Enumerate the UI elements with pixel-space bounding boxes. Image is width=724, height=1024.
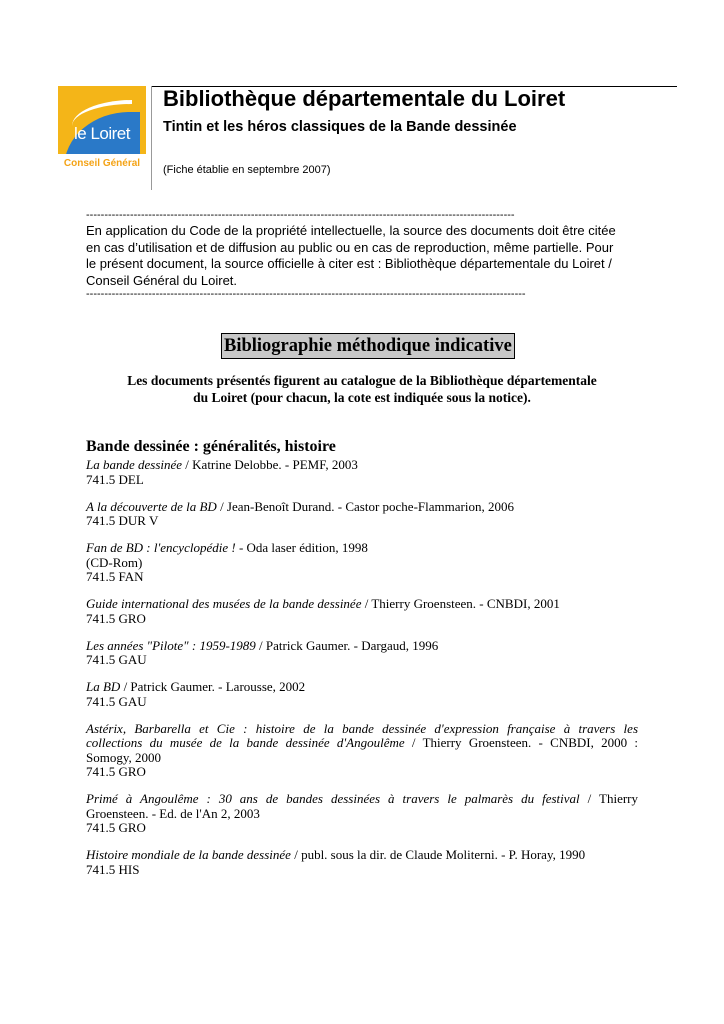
logo-main-text: le Loiret (74, 124, 130, 143)
entry-cote: 741.5 DEL (86, 471, 144, 487)
entry-cote: 741.5 GAU (86, 693, 147, 709)
entry-details: / Thierry (579, 791, 639, 806)
bibliography-entry (86, 792, 638, 836)
bibliography-entry (86, 541, 638, 585)
intro-line: du Loiret (pour chacun, la cote est indiquée sous la notice). (193, 390, 531, 405)
bibliography-entry (86, 639, 638, 668)
entry-title: La BD (86, 679, 121, 694)
entry-title: Fan de BD : l'encyclopédie ! (86, 540, 236, 555)
entry-title: Les années "Pilote" : 1959-1989 (86, 637, 256, 653)
bibliography-entry (86, 500, 638, 529)
bibliography-entry (86, 680, 638, 709)
header-vertical-rule (151, 86, 152, 190)
logo-sub-text: Conseil Général (58, 154, 146, 174)
entry-details: / publ. sous la dir. de Claude Moliterni. - P. Horay, 1990 (290, 847, 586, 862)
entry-details: - Oda laser édition, 1998 (235, 540, 368, 555)
page-subtitle: Tintin et les héros classiques de la Bande dessinée (163, 119, 517, 135)
entry-title: Guide international des musées de la bande dessinée (86, 596, 362, 611)
notice-line: en cas d’utilisation et de diffusion au public ou en cas de reproduction, même partielle. Pour (86, 239, 614, 255)
entry-details: / Jean-Benoît Durand. - Castor poche-Flammarion, 2006 (216, 498, 514, 514)
date-note: (Fiche établie en septembre 2007) (163, 164, 331, 176)
entry-title: La bande dessinée (86, 457, 183, 472)
entry-details: / Patrick Gaumer. - Dargaud, 1996 (255, 637, 439, 653)
entry-cote: 741.5 GRO (86, 610, 146, 626)
entry-details: / Thierry Groensteen. - CNBDI, 2000 : (404, 735, 638, 750)
entry-extra: (CD-Rom) (86, 554, 143, 570)
notice-dashes-top: --------------------------------------------------------------------------------------------------------------------- (86, 209, 515, 221)
section-title: Bande dessinée : généralités, histoire (86, 438, 336, 455)
entry-cote: 741.5 DUR V (86, 513, 159, 528)
entry-details: / Patrick Gaumer. - Larousse, 2002 (120, 679, 306, 694)
entry-cote: 741.5 GRO (86, 820, 146, 835)
notice-line: En application du Code de la propriété intellectuelle, la source des documents doit être citée (86, 223, 616, 238)
entry-title-part: Primé à Angoulême : 30 ans de bandes dessinées à travers le palmarès du festival (86, 791, 580, 806)
entry-details: / Thierry Groensteen. - CNBDI, 2001 (361, 596, 560, 611)
bibliography-heading: Bibliographie méthodique indicative (221, 333, 515, 359)
intro-text (86, 372, 638, 406)
conseil-general-logo (58, 86, 146, 174)
notice-dashes-bottom: ------------------------------------------------------------------------------------------------------------------------ (86, 288, 526, 300)
page-title: Bibliothèque départementale du Loiret (163, 86, 566, 111)
notice-line: le présent document, la source officielle à citer est : Bibliothèque départementale du Loiret / (86, 256, 612, 271)
entry-details: Somogy, 2000 (86, 749, 161, 765)
entry-title: A la découverte de la BD (86, 498, 217, 514)
entry-details: / Katrine Delobbe. - PEMF, 2003 (182, 457, 358, 472)
intro-line: Les documents présentés figurent au catalogue de la Bibliothèque départementale (127, 373, 597, 388)
bibliography-list (86, 458, 638, 890)
bibliography-entry (86, 597, 638, 626)
entry-cote: 741.5 GAU (86, 652, 147, 667)
notice-line: Conseil Général du Loiret. (86, 272, 238, 288)
entry-cote: 741.5 GRO (86, 764, 146, 779)
copyright-notice (86, 223, 642, 289)
entry-title-part: Astérix, Barbarella et Cie : histoire de la bande dessinée d'expression française à travers les (86, 720, 638, 736)
bibliography-entry (86, 848, 638, 877)
entry-title: Histoire mondiale de la bande dessinée (86, 847, 291, 862)
bibliography-entry (86, 458, 638, 487)
bibliography-entry (86, 722, 638, 780)
entry-cote: 741.5 HIS (86, 861, 140, 877)
entry-cote: 741.5 FAN (86, 569, 144, 584)
entry-title-part: collections du musée de la bande dessinée d'Angoulême (86, 735, 405, 750)
entry-details: Groensteen. - Ed. de l'An 2, 2003 (86, 805, 260, 821)
